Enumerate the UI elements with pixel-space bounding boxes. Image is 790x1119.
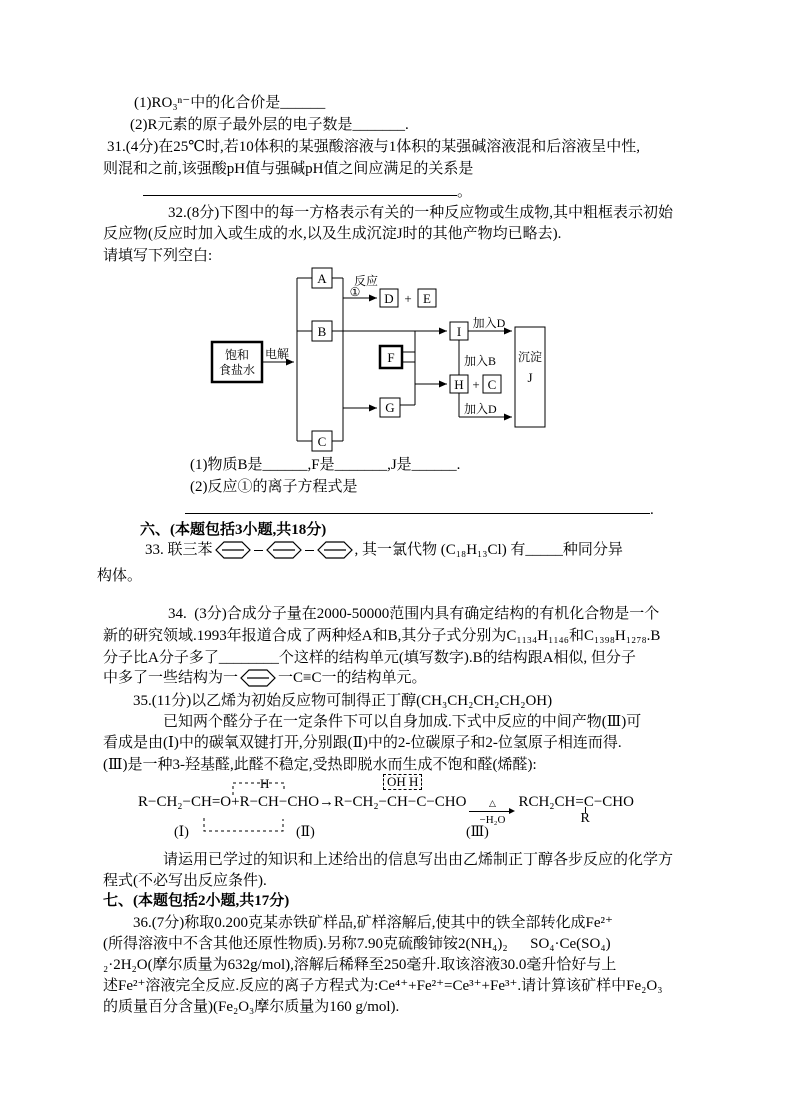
reaction-scheme bbox=[128, 774, 683, 848]
q33-line-1 bbox=[145, 540, 623, 560]
molecule-3-rest: −CHO bbox=[426, 794, 467, 810]
benzene-ring-icon bbox=[266, 540, 302, 560]
molecule-2-ch: CH H bbox=[258, 776, 279, 810]
q36-line-2: (所得溶液中不含其他还原性物质).另称7.90克硫酸铈铵2(NH₄)₂ SO₄·Ce(SO₄) bbox=[103, 936, 611, 952]
node-i-label: I bbox=[456, 324, 462, 339]
r-below: R bbox=[580, 811, 590, 826]
label-molecule-2: (Ⅱ) bbox=[296, 825, 315, 840]
q33-prefix: 33. 联三苯 bbox=[145, 542, 213, 558]
node-c2-label: C bbox=[487, 377, 497, 392]
q33-suffix: , 其一氯代物 (C₁₈H₁₃Cl) 有_____种同分异 bbox=[354, 542, 623, 558]
q35-line-6: 程式(不必写出反应条件). bbox=[103, 873, 267, 889]
answer-blank bbox=[185, 499, 650, 514]
benzene-ring-icon bbox=[240, 668, 276, 688]
molecule-4: RCH₂CH=C−CHO R bbox=[518, 794, 634, 826]
q32-line-1: 32.(8分)下图中的每一方格表示有关的一种反应物或生成物,其中粗框表示初始 bbox=[168, 205, 673, 221]
q31-answer-blank-line bbox=[143, 181, 472, 202]
molecule-2-rest: −CHO→R−CH₂− bbox=[278, 794, 388, 810]
q36-line-3: ₂·2H₂O(摩尔质量为632g/mol),溶解后稀释至250毫升.取该溶液30.0毫升恰好与上 bbox=[103, 957, 617, 973]
blank-end-punct: . bbox=[650, 502, 654, 518]
node-b-label: B bbox=[317, 324, 327, 339]
plus-sign-2: + bbox=[472, 377, 480, 392]
node-c-label: C bbox=[317, 434, 327, 449]
oh-h-dashed-box: OH H bbox=[383, 774, 422, 790]
node-h-label: H bbox=[454, 377, 464, 392]
q32-answer-2: (2)反应①的离子方程式是 bbox=[190, 479, 358, 495]
plus-sign-1: + bbox=[404, 291, 412, 306]
ring-bond bbox=[305, 550, 314, 551]
label-molecule-3: (Ⅲ) bbox=[466, 825, 489, 840]
reaction-label: 反应 bbox=[353, 274, 379, 288]
q34-line4-suffix: 一C≡C一的结构单元。 bbox=[278, 670, 427, 686]
add-d-top-label: 加入D bbox=[472, 316, 506, 330]
benzene-ring-icon bbox=[317, 540, 353, 560]
molecule-1: R−CH₂−CH=O+R− bbox=[138, 794, 259, 810]
q35-line-3: 看成是由(Ⅰ)中的碳氧双键打开,分别跟(Ⅱ)中的2-位碳原子和2-位氢原子相连而得. bbox=[103, 735, 622, 751]
q36-line-5: 的质量百分含量)(Fe₂O₃摩尔质量为160 g/mol). bbox=[103, 999, 400, 1015]
electrolysis-label: 电解 bbox=[264, 347, 290, 361]
flowchart bbox=[180, 258, 660, 458]
node-e-label: E bbox=[423, 291, 431, 306]
heat-dehydration-arrow bbox=[469, 799, 515, 826]
source-label-1: 饱和 bbox=[224, 348, 250, 362]
q35-line-4: (Ⅲ)是一种3-羟基醛,此醛不稳定,受热即脱水而生成不饱和醛(烯醛): bbox=[103, 757, 537, 773]
add-d-bottom-label: 加入D bbox=[464, 402, 497, 416]
q30-line-2: (2)R元素的原子最外层的电子数是_______. bbox=[130, 117, 409, 133]
reaction-scheme-main-row bbox=[138, 774, 634, 826]
precipitate-j-label: J bbox=[527, 370, 533, 385]
q36-line-1: 36.(7分)称取0.200克某赤铁矿样品,矿样溶解后,使其中的铁全部转化成Fe²⁺ bbox=[133, 915, 613, 931]
q31-line-2: 则混和之前,该强酸pH值与强碱pH值之间应满足的关系是 bbox=[103, 161, 474, 177]
minus-h2o-label: −H₂O bbox=[479, 814, 506, 826]
blank-end-punct: 。 bbox=[457, 184, 473, 200]
q34-line-1: 34. (3分)合成分子量在2000-50000范围内具有确定结构的有机化合物是一个 bbox=[168, 606, 660, 622]
node-d-label: D bbox=[384, 291, 394, 306]
benzene-ring-icon bbox=[215, 540, 251, 560]
node-f-label: F bbox=[387, 350, 395, 365]
node-g-label: G bbox=[385, 400, 395, 415]
q34-line4-prefix: 中多了一些结构为一 bbox=[103, 670, 239, 686]
q35-line-5: 请运用已学过的知识和上述给出的信息写出由乙烯制正丁醇各步反应的化学方 bbox=[163, 852, 674, 868]
node-a-label: A bbox=[317, 271, 327, 286]
q32-line-3: 请填写下列空白: bbox=[103, 248, 213, 264]
heat-triangle-icon: △ bbox=[489, 798, 496, 808]
q35-line-2: 已知两个醛分子在一定条件下可以自身加成.下式中反应的中间产物(Ⅲ)可 bbox=[163, 714, 642, 730]
q34-line-3: 分子比A分子多了________个这样的结构单元(填写数字).B的结构跟A相似, 但分子 bbox=[103, 650, 636, 666]
q36-line-4: 述Fe²⁺溶液完全反应.反应的离子方程式为:Ce⁴⁺+Fe²⁺=Ce³⁺+Fe³⁺.请计算该矿样中Fe₂O₃ bbox=[103, 978, 663, 994]
q31-line-1: 31.(4分)在25℃时,若10体积的某强酸溶液与1体积的某强碱溶液混和后溶液呈中性, bbox=[107, 139, 641, 155]
source-label-2: 食盐水 bbox=[218, 363, 256, 377]
q34-line-4 bbox=[103, 668, 427, 688]
q35-line-1: 35.(11分)以乙烯为初始反应物可制得正丁醇(CH₃CH₂CH₂CH₂OH) bbox=[133, 693, 553, 709]
section-7-heading: 七、(本题包括2小题,共17分) bbox=[103, 893, 290, 909]
q32-answer-blank-line bbox=[185, 499, 654, 520]
add-b-label: 加入B bbox=[464, 354, 497, 368]
q34-line-2: 新的研究领域.1993年报道合成了两种烃A和B,其分子式分别为C₁₁₃₄H₁₁₄₆和C₁₃₉₈H₁₂₇₈.B bbox=[103, 628, 661, 644]
ring-bond bbox=[254, 550, 263, 551]
reaction-number: ① bbox=[349, 285, 361, 299]
h-above: H bbox=[260, 776, 270, 791]
q32-line-2: 反应物(反应时加入或生成的水,以及生成沉淀J时的其他产物均已略去). bbox=[103, 226, 562, 242]
section-6-heading: 六、(本题包括3小题,共18分) bbox=[140, 522, 327, 538]
label-molecule-1: (Ⅰ) bbox=[174, 825, 189, 840]
precipitate-label: 沉淀 bbox=[517, 350, 543, 364]
molecule-3-ch-c: CH−C OH H bbox=[387, 794, 426, 811]
q33-line-2: 构体。 bbox=[97, 568, 143, 584]
q32-answer-1: (1)物质B是______,F是_______,J是______. bbox=[190, 457, 461, 473]
q30-line-1: (1)RO₃ⁿ⁻中的化合价是______ bbox=[134, 95, 326, 111]
answer-blank bbox=[143, 181, 457, 196]
